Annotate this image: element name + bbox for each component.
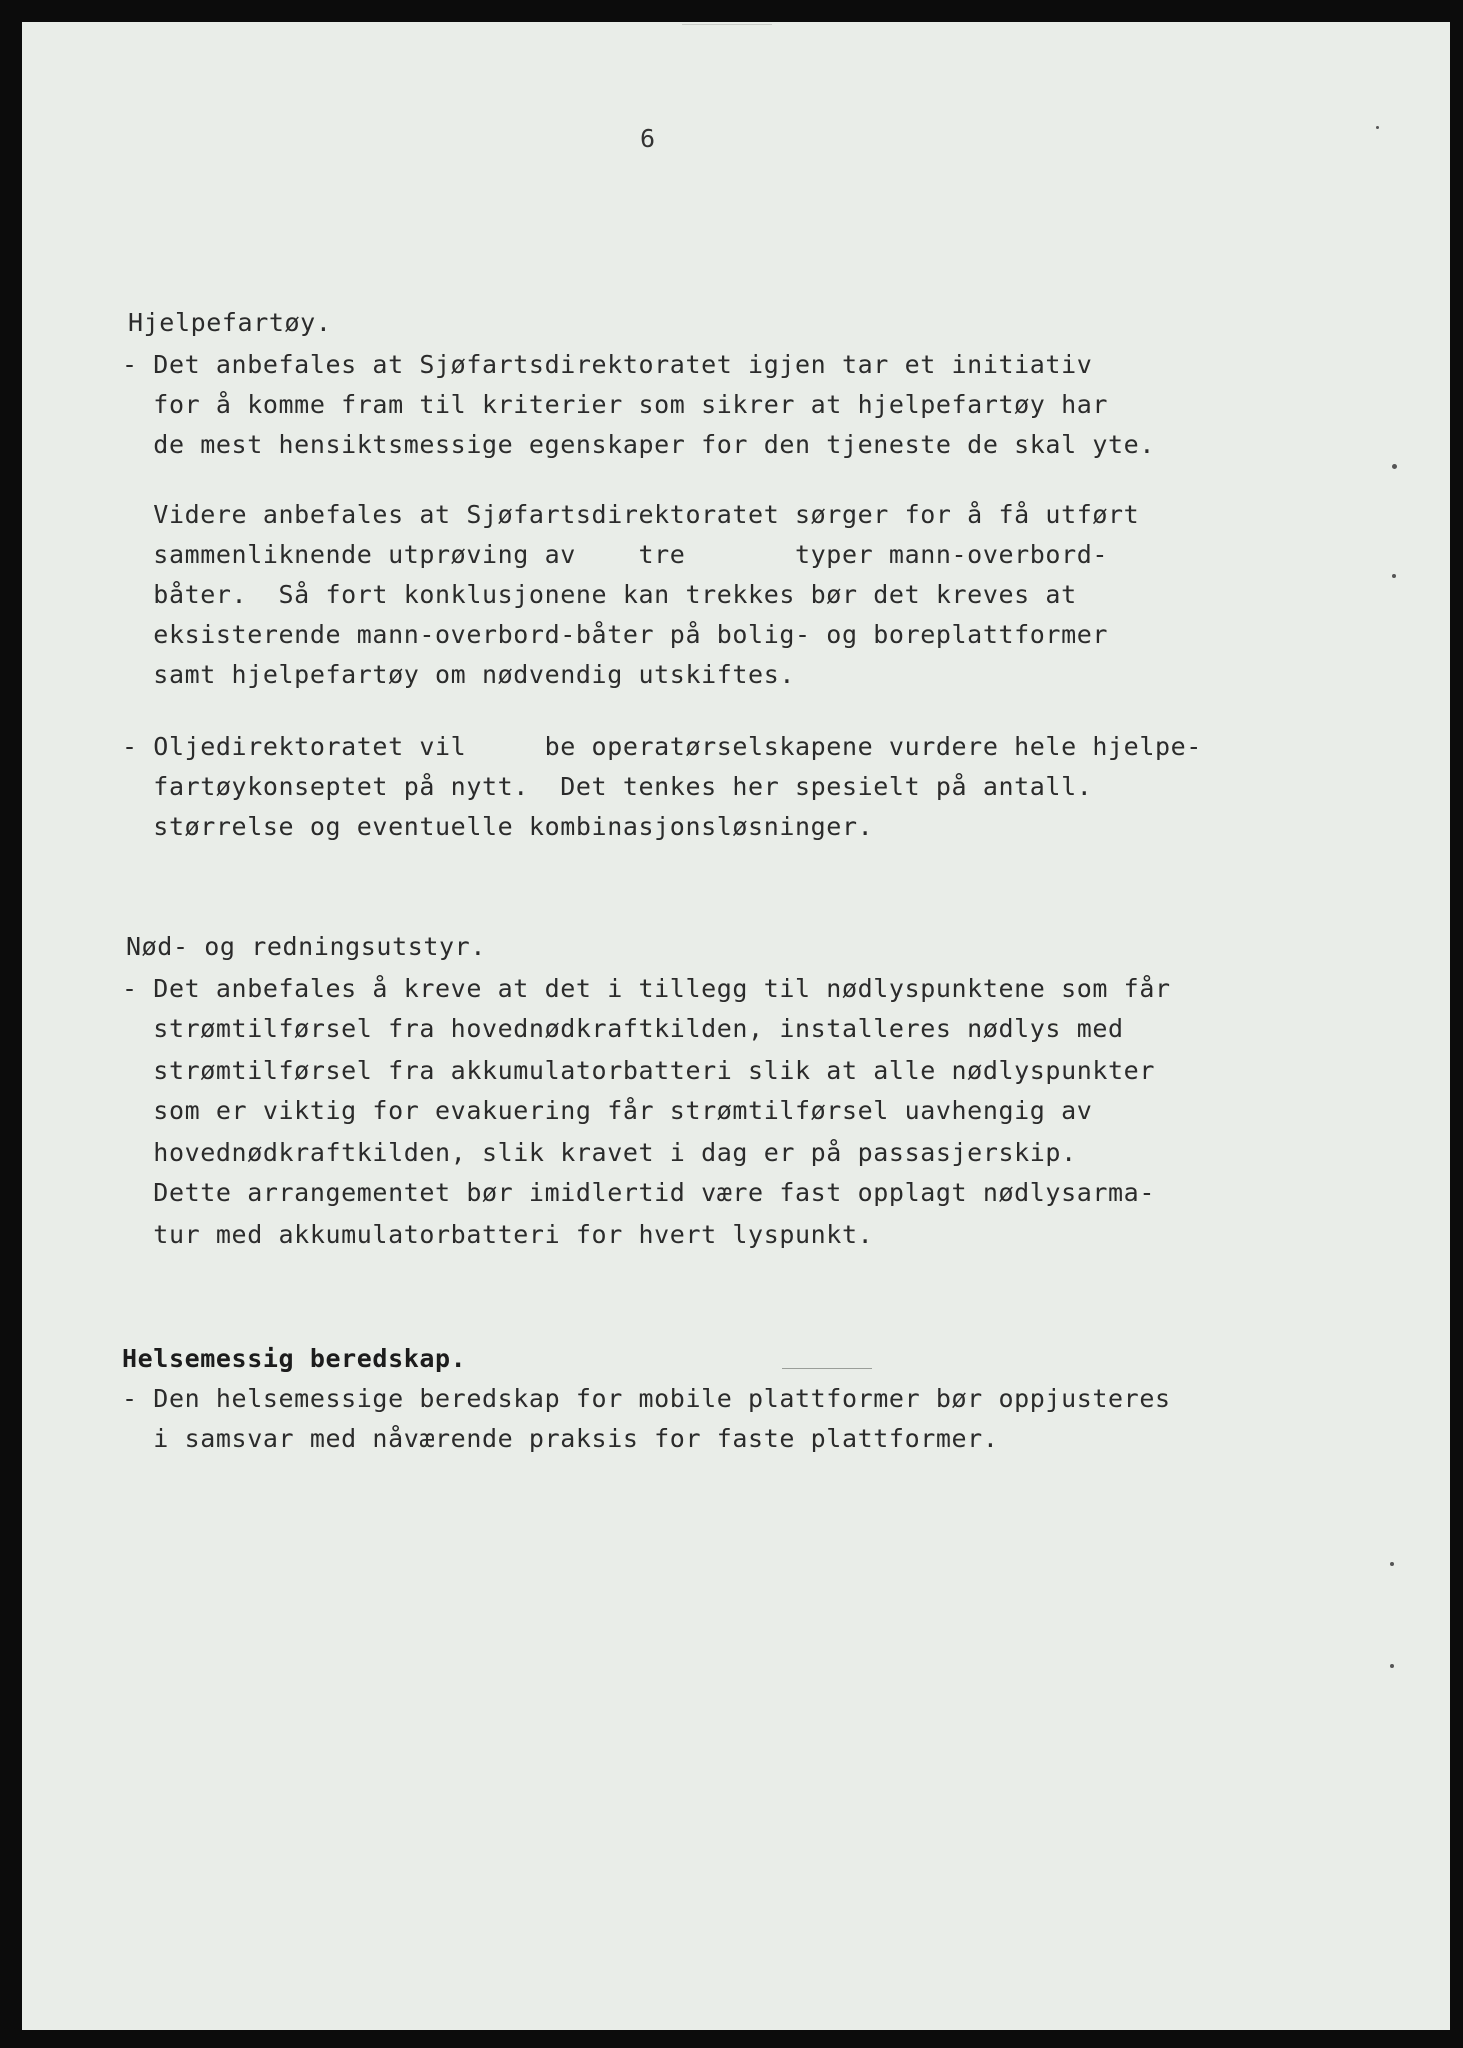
scan-speck: [1392, 574, 1396, 578]
scan-mark: [682, 24, 772, 25]
text-line: båter. Så fort konklusjonene kan trekkes bør det kreves at: [122, 580, 1077, 609]
text-line: samt hjelpefartøy om nødvendig utskiftes.: [122, 660, 796, 689]
text-line: tur med akkumulatorbatteri for hvert lyspunkt.: [122, 1220, 874, 1249]
scan-speck: [1376, 126, 1379, 129]
document-page: [22, 22, 1450, 2030]
section-heading-nod: Nød- og redningsutstyr.: [126, 932, 486, 961]
text-line: - Det anbefales å kreve at det i tillegg til nødlyspunktene som får: [122, 974, 1171, 1003]
scan-mark: [782, 1368, 872, 1369]
text-line: - Oljedirektoratet vil be operatørselskapene vurdere hele hjelpe-: [122, 732, 1202, 761]
text-line: Videre anbefales at Sjøfartsdirektoratet sørger for å få utført: [122, 500, 1140, 529]
page-number: 6: [640, 124, 656, 153]
text-line: strømtilførsel fra akkumulatorbatteri slik at alle nødlyspunkter: [122, 1056, 1155, 1085]
section-heading-helse: Helsemessig beredskap.: [122, 1344, 467, 1373]
scan-speck: [1392, 464, 1397, 469]
text-line: størrelse og eventuelle kombinasjonsløsninger.: [122, 812, 874, 841]
text-line: sammenliknende utprøving av tre typer mann-overbord-: [122, 540, 1109, 569]
text-line: som er viktig for evakuering får strømtilførsel uavhengig av: [122, 1096, 1093, 1125]
text-line: de mest hensiktsmessige egenskaper for den tjeneste de skal yte.: [122, 430, 1155, 459]
text-line: for å komme fram til kriterier som sikrer at hjelpefartøy har: [122, 390, 1109, 419]
text-line: hovednødkraftkilden, slik kravet i dag er på passasjerskip.: [122, 1138, 1077, 1167]
text-line: strømtilførsel fra hovednødkraftkilden, installeres nødlys med: [122, 1014, 1124, 1043]
scan-speck: [1390, 1562, 1394, 1566]
text-line: eksisterende mann-overbord-båter på bolig- og boreplattformer: [122, 620, 1109, 649]
text-line: fartøykonseptet på nytt. Det tenkes her spesielt på antall.: [122, 772, 1093, 801]
section-heading-hjelpefartoy: Hjelpefartøy.: [128, 308, 332, 337]
text-line: i samsvar med nåværende praksis for faste plattformer.: [122, 1424, 999, 1453]
text-line: Dette arrangementet bør imidlertid være fast opplagt nødlysarma-: [122, 1178, 1155, 1207]
scan-speck: [1390, 1664, 1394, 1668]
text-line: - Den helsemessige beredskap for mobile plattformer bør oppjusteres: [122, 1384, 1171, 1413]
text-line: - Det anbefales at Sjøfartsdirektoratet igjen tar et initiativ: [122, 350, 1093, 379]
